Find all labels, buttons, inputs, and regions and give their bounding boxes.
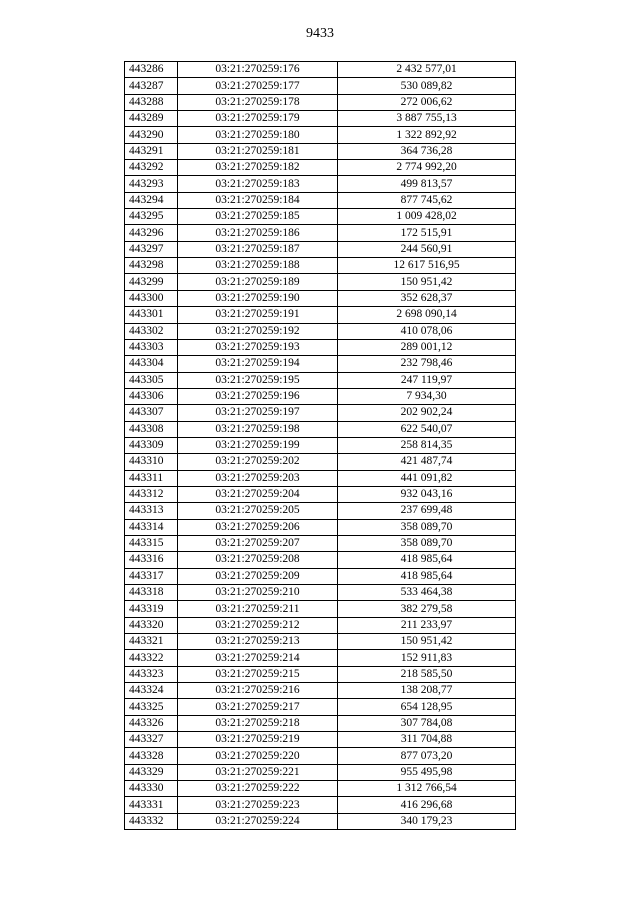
table-row <box>125 323 516 339</box>
table-row <box>125 683 516 699</box>
row-id-cell: 443323 <box>125 666 178 682</box>
cadastral-number-cell: 03:21:270259:192 <box>178 323 338 339</box>
table-row <box>125 552 516 568</box>
row-id-cell: 443298 <box>125 258 178 274</box>
row-id-cell: 443307 <box>125 405 178 421</box>
cadastral-value-cell: 258 814,35 <box>338 437 516 453</box>
cadastral-value-cell: 382 279,58 <box>338 601 516 617</box>
row-id-cell: 443324 <box>125 683 178 699</box>
cadastral-value-cell: 340 179,23 <box>338 813 516 829</box>
cadastral-number-cell: 03:21:270259:221 <box>178 764 338 780</box>
row-id-cell: 443286 <box>125 62 178 78</box>
cadastral-number-cell: 03:21:270259:197 <box>178 405 338 421</box>
cadastral-value-cell: 932 043,16 <box>338 486 516 502</box>
row-id-cell: 443302 <box>125 323 178 339</box>
table-row <box>125 127 516 143</box>
row-id-cell: 443308 <box>125 421 178 437</box>
cadastral-number-cell: 03:21:270259:208 <box>178 552 338 568</box>
table-row <box>125 601 516 617</box>
cadastral-value-cell: 1 312 766,54 <box>338 781 516 797</box>
table-row <box>125 225 516 241</box>
cadastral-value-cell: 3 887 755,13 <box>338 111 516 127</box>
cadastral-value-table <box>124 61 516 830</box>
cadastral-number-cell: 03:21:270259:216 <box>178 683 338 699</box>
cadastral-value-cell: 877 745,62 <box>338 192 516 208</box>
table-row <box>125 421 516 437</box>
cadastral-number-cell: 03:21:270259:176 <box>178 62 338 78</box>
cadastral-number-cell: 03:21:270259:211 <box>178 601 338 617</box>
row-id-cell: 443329 <box>125 764 178 780</box>
table-row <box>125 486 516 502</box>
row-id-cell: 443311 <box>125 470 178 486</box>
table-row <box>125 78 516 94</box>
cadastral-value-cell: 441 091,82 <box>338 470 516 486</box>
cadastral-value-cell: 358 089,70 <box>338 519 516 535</box>
cadastral-number-cell: 03:21:270259:184 <box>178 192 338 208</box>
row-id-cell: 443315 <box>125 535 178 551</box>
cadastral-value-cell: 364 736,28 <box>338 143 516 159</box>
cadastral-value-cell: 622 540,07 <box>338 421 516 437</box>
cadastral-value-cell: 1 322 892,92 <box>338 127 516 143</box>
cadastral-value-cell: 2 432 577,01 <box>338 62 516 78</box>
row-id-cell: 443314 <box>125 519 178 535</box>
row-id-cell: 443331 <box>125 797 178 813</box>
row-id-cell: 443322 <box>125 650 178 666</box>
cadastral-number-cell: 03:21:270259:224 <box>178 813 338 829</box>
cadastral-number-cell: 03:21:270259:178 <box>178 94 338 110</box>
table-row <box>125 307 516 323</box>
cadastral-number-cell: 03:21:270259:179 <box>178 111 338 127</box>
row-id-cell: 443295 <box>125 209 178 225</box>
cadastral-number-cell: 03:21:270259:214 <box>178 650 338 666</box>
cadastral-number-cell: 03:21:270259:186 <box>178 225 338 241</box>
page-number: 9433 <box>306 26 334 41</box>
table-row <box>125 634 516 650</box>
cadastral-number-cell: 03:21:270259:189 <box>178 274 338 290</box>
cadastral-value-cell: 152 911,83 <box>338 650 516 666</box>
cadastral-value-cell: 530 089,82 <box>338 78 516 94</box>
row-id-cell: 443297 <box>125 241 178 257</box>
cadastral-number-cell: 03:21:270259:193 <box>178 339 338 355</box>
cadastral-number-cell: 03:21:270259:203 <box>178 470 338 486</box>
cadastral-value-cell: 307 784,08 <box>338 715 516 731</box>
table-row <box>125 617 516 633</box>
row-id-cell: 443330 <box>125 781 178 797</box>
cadastral-number-cell: 03:21:270259:213 <box>178 634 338 650</box>
table-row <box>125 732 516 748</box>
row-id-cell: 443313 <box>125 503 178 519</box>
cadastral-number-cell: 03:21:270259:220 <box>178 748 338 764</box>
table-row <box>125 568 516 584</box>
table-row <box>125 764 516 780</box>
cadastral-value-cell: 410 078,06 <box>338 323 516 339</box>
table-row <box>125 437 516 453</box>
cadastral-number-cell: 03:21:270259:190 <box>178 290 338 306</box>
table-row <box>125 535 516 551</box>
cadastral-number-cell: 03:21:270259:215 <box>178 666 338 682</box>
table-row <box>125 290 516 306</box>
row-id-cell: 443317 <box>125 568 178 584</box>
cadastral-value-cell: 218 585,50 <box>338 666 516 682</box>
row-id-cell: 443291 <box>125 143 178 159</box>
cadastral-number-cell: 03:21:270259:218 <box>178 715 338 731</box>
table-row <box>125 94 516 110</box>
row-id-cell: 443304 <box>125 356 178 372</box>
table-row <box>125 143 516 159</box>
table-row <box>125 192 516 208</box>
table-row <box>125 372 516 388</box>
row-id-cell: 443309 <box>125 437 178 453</box>
row-id-cell: 443296 <box>125 225 178 241</box>
row-id-cell: 443316 <box>125 552 178 568</box>
cadastral-number-cell: 03:21:270259:182 <box>178 160 338 176</box>
row-id-cell: 443327 <box>125 732 178 748</box>
cadastral-number-cell: 03:21:270259:181 <box>178 143 338 159</box>
cadastral-number-cell: 03:21:270259:195 <box>178 372 338 388</box>
row-id-cell: 443289 <box>125 111 178 127</box>
table-row <box>125 519 516 535</box>
cadastral-value-cell: 211 233,97 <box>338 617 516 633</box>
cadastral-number-cell: 03:21:270259:209 <box>178 568 338 584</box>
cadastral-value-cell: 1 009 428,02 <box>338 209 516 225</box>
cadastral-value-cell: 499 813,57 <box>338 176 516 192</box>
cadastral-value-cell: 150 951,42 <box>338 634 516 650</box>
cadastral-value-cell: 272 006,62 <box>338 94 516 110</box>
table-row <box>125 699 516 715</box>
cadastral-number-cell: 03:21:270259:222 <box>178 781 338 797</box>
cadastral-number-cell: 03:21:270259:205 <box>178 503 338 519</box>
table-row <box>125 585 516 601</box>
table-row <box>125 715 516 731</box>
cadastral-value-cell: 358 089,70 <box>338 535 516 551</box>
row-id-cell: 443321 <box>125 634 178 650</box>
cadastral-number-cell: 03:21:270259:212 <box>178 617 338 633</box>
row-id-cell: 443332 <box>125 813 178 829</box>
table-row <box>125 454 516 470</box>
row-id-cell: 443320 <box>125 617 178 633</box>
row-id-cell: 443300 <box>125 290 178 306</box>
cadastral-number-cell: 03:21:270259:210 <box>178 585 338 601</box>
table-row <box>125 241 516 257</box>
cadastral-number-cell: 03:21:270259:206 <box>178 519 338 535</box>
table-row <box>125 160 516 176</box>
row-id-cell: 443319 <box>125 601 178 617</box>
cadastral-value-cell: 418 985,64 <box>338 552 516 568</box>
cadastral-value-cell: 2 698 090,14 <box>338 307 516 323</box>
row-id-cell: 443312 <box>125 486 178 502</box>
cadastral-number-cell: 03:21:270259:219 <box>178 732 338 748</box>
cadastral-number-cell: 03:21:270259:183 <box>178 176 338 192</box>
cadastral-number-cell: 03:21:270259:194 <box>178 356 338 372</box>
row-id-cell: 443287 <box>125 78 178 94</box>
cadastral-value-cell: 232 798,46 <box>338 356 516 372</box>
table-row <box>125 388 516 404</box>
cadastral-value-cell: 150 951,42 <box>338 274 516 290</box>
cadastral-value-cell: 138 208,77 <box>338 683 516 699</box>
cadastral-value-cell: 418 985,64 <box>338 568 516 584</box>
cadastral-value-cell: 247 119,97 <box>338 372 516 388</box>
row-id-cell: 443293 <box>125 176 178 192</box>
cadastral-value-cell: 877 073,20 <box>338 748 516 764</box>
table-row <box>125 470 516 486</box>
cadastral-value-cell: 244 560,91 <box>338 241 516 257</box>
cadastral-number-cell: 03:21:270259:177 <box>178 78 338 94</box>
row-id-cell: 443318 <box>125 585 178 601</box>
cadastral-number-cell: 03:21:270259:198 <box>178 421 338 437</box>
table-body <box>125 62 516 830</box>
table-row <box>125 813 516 829</box>
row-id-cell: 443294 <box>125 192 178 208</box>
cadastral-value-cell: 12 617 516,95 <box>338 258 516 274</box>
cadastral-value-cell: 237 699,48 <box>338 503 516 519</box>
cadastral-number-cell: 03:21:270259:223 <box>178 797 338 813</box>
row-id-cell: 443301 <box>125 307 178 323</box>
table-row <box>125 356 516 372</box>
cadastral-value-cell: 421 487,74 <box>338 454 516 470</box>
cadastral-value-cell: 352 628,37 <box>338 290 516 306</box>
row-id-cell: 443290 <box>125 127 178 143</box>
row-id-cell: 443326 <box>125 715 178 731</box>
row-id-cell: 443288 <box>125 94 178 110</box>
table-row <box>125 405 516 421</box>
table-row <box>125 62 516 78</box>
table-row <box>125 339 516 355</box>
cadastral-number-cell: 03:21:270259:187 <box>178 241 338 257</box>
cadastral-value-cell: 2 774 992,20 <box>338 160 516 176</box>
cadastral-value-cell: 202 902,24 <box>338 405 516 421</box>
table-row <box>125 797 516 813</box>
cadastral-number-cell: 03:21:270259:199 <box>178 437 338 453</box>
cadastral-number-cell: 03:21:270259:188 <box>178 258 338 274</box>
cadastral-value-cell: 955 495,98 <box>338 764 516 780</box>
cadastral-value-cell: 7 934,30 <box>338 388 516 404</box>
table-row <box>125 666 516 682</box>
table-row <box>125 209 516 225</box>
cadastral-value-cell: 533 464,38 <box>338 585 516 601</box>
row-id-cell: 443292 <box>125 160 178 176</box>
cadastral-value-cell: 172 515,91 <box>338 225 516 241</box>
row-id-cell: 443310 <box>125 454 178 470</box>
cadastral-number-cell: 03:21:270259:180 <box>178 127 338 143</box>
table-row <box>125 781 516 797</box>
cadastral-number-cell: 03:21:270259:185 <box>178 209 338 225</box>
row-id-cell: 443328 <box>125 748 178 764</box>
table-row <box>125 650 516 666</box>
cadastral-number-cell: 03:21:270259:202 <box>178 454 338 470</box>
table-row <box>125 748 516 764</box>
cadastral-value-cell: 654 128,95 <box>338 699 516 715</box>
cadastral-value-cell: 289 001,12 <box>338 339 516 355</box>
row-id-cell: 443325 <box>125 699 178 715</box>
cadastral-number-cell: 03:21:270259:196 <box>178 388 338 404</box>
table-row <box>125 274 516 290</box>
cadastral-number-cell: 03:21:270259:207 <box>178 535 338 551</box>
row-id-cell: 443306 <box>125 388 178 404</box>
cadastral-value-cell: 416 296,68 <box>338 797 516 813</box>
cadastral-value-cell: 311 704,88 <box>338 732 516 748</box>
table-row <box>125 111 516 127</box>
row-id-cell: 443299 <box>125 274 178 290</box>
cadastral-number-cell: 03:21:270259:191 <box>178 307 338 323</box>
row-id-cell: 443303 <box>125 339 178 355</box>
cadastral-number-cell: 03:21:270259:217 <box>178 699 338 715</box>
cadastral-number-cell: 03:21:270259:204 <box>178 486 338 502</box>
table-row <box>125 258 516 274</box>
row-id-cell: 443305 <box>125 372 178 388</box>
table-row <box>125 503 516 519</box>
table-row <box>125 176 516 192</box>
